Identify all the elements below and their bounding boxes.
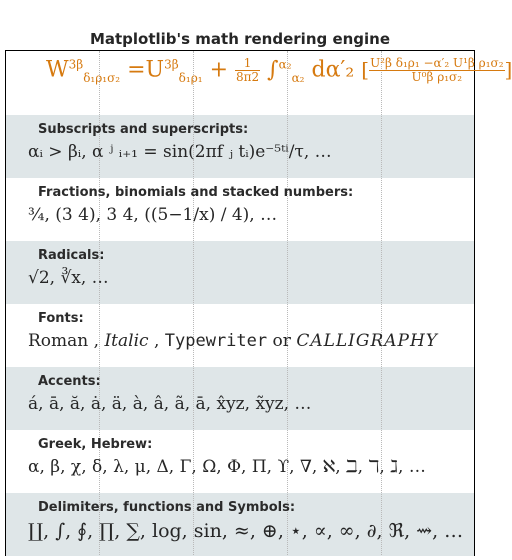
formula-d-alpha: dα′₂ xyxy=(311,57,355,83)
integral-upper: α₂ xyxy=(278,57,292,72)
formula-integral: ∫ xyxy=(267,57,279,83)
plot-area xyxy=(5,50,512,556)
formula-eq: =U xyxy=(127,57,165,83)
formula-lhs-sup: 3β xyxy=(68,57,84,72)
gridline-3 xyxy=(287,51,288,555)
row-example: √2, ∛x, … xyxy=(28,268,109,288)
formula-lhs-sub: δ₁ρ₁σ₂ xyxy=(83,71,121,86)
font-calligraphy: CALLIGRAPHY xyxy=(296,331,439,351)
row-example: αᵢ > βᵢ, α ʲ ᵢ₊₁ = sin(2πf ⱼ tᵢ)e⁻⁵ᵗⁱ/τ, … xyxy=(28,142,332,162)
fraction-denominator: 8π2 xyxy=(236,70,260,85)
row-delimiters xyxy=(6,493,474,556)
bracket-left: [ xyxy=(361,57,370,82)
font-or: or xyxy=(272,331,291,351)
row-example: α, β, χ, δ, λ, μ, Δ, Γ, Ω, Φ, Π, ϒ, ∇, ℵ, ℶ, ℸ, ℷ, … xyxy=(28,457,426,477)
font-roman: Roman xyxy=(28,331,89,351)
integral-lower: α₂ xyxy=(291,71,305,86)
row-heading: Radicals: xyxy=(38,248,105,263)
font-italic: Italic xyxy=(104,331,149,351)
bracket-right: ] xyxy=(504,57,512,82)
row-example: ∐, ∫, ∮, ∏, ∑, log, sin, ≈, ⊕, ⋆, ∝, ∞, ∂, ℜ, ⇝, … xyxy=(28,520,464,542)
formula-plus: + xyxy=(209,57,229,83)
row-example: ¾, (3 4), 3 4, ((5−1/x) / 4), … xyxy=(28,205,278,225)
row-heading: Subscripts and superscripts: xyxy=(38,122,249,137)
row-heading: Greek, Hebrew: xyxy=(38,437,153,452)
bracket-top: U²β δ₁ρ₁ −α′₂ U¹β ρ₁σ₂ xyxy=(370,56,504,70)
row-heading: Fonts: xyxy=(38,311,84,326)
row-accents xyxy=(6,367,474,430)
row-example: Roman , Italic , Typewriter or CALLIGRAPHY xyxy=(28,331,439,351)
row-example: á, ā, ă, ȧ, ä, à, â, ã, ā, x̂yz, x̃yz, … xyxy=(28,394,312,414)
row-heading: Delimiters, functions and Symbols: xyxy=(38,500,296,515)
bracket-bottom: U⁰β ρ₁σ₂ xyxy=(411,70,463,85)
chart-title: Matplotlib's math rendering engine xyxy=(89,30,391,48)
formula-fraction xyxy=(235,57,260,84)
row-fractions xyxy=(6,178,474,241)
bracket-fraction xyxy=(369,57,504,84)
header-formula xyxy=(46,57,512,85)
row-radicals xyxy=(6,241,474,304)
formula-u-sub: δ₁ρ₁ xyxy=(178,71,203,86)
row-subscripts xyxy=(6,115,474,178)
row-fonts xyxy=(6,304,474,367)
row-greek xyxy=(6,430,474,493)
formula-u-sup: 3β xyxy=(164,57,179,72)
header-band xyxy=(6,51,512,115)
gridline-4 xyxy=(381,51,382,555)
fraction-numerator: 1 xyxy=(235,57,260,71)
formula-lhs: W xyxy=(46,57,69,83)
row-heading: Accents: xyxy=(38,374,101,389)
font-typewriter: Typewriter xyxy=(164,331,268,351)
row-heading: Fractions, binomials and stacked numbers: xyxy=(38,185,354,200)
